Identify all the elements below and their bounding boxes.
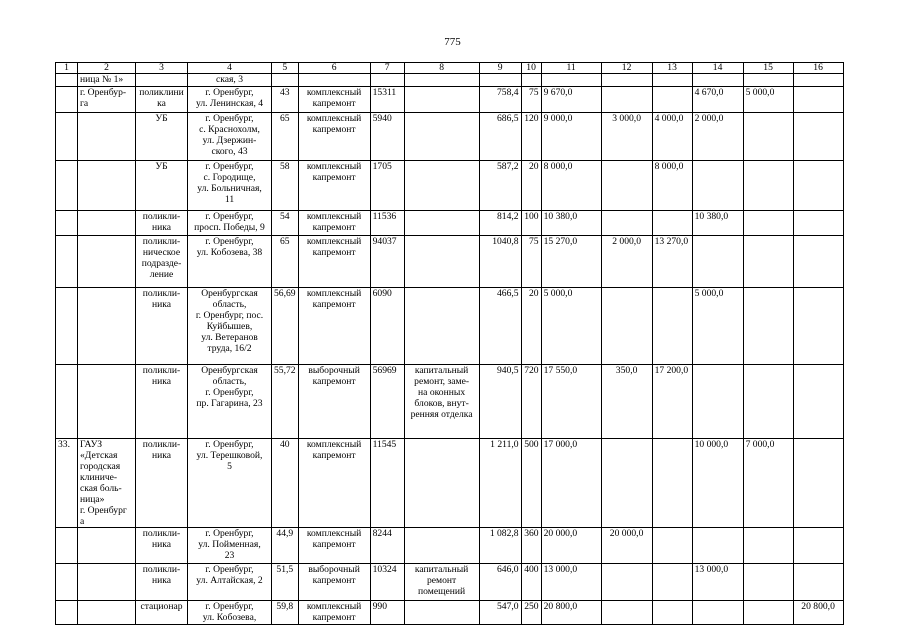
sum-col-9-cell: 1 082,8 [479, 528, 521, 564]
sum-col-9-cell: 466,5 [479, 288, 521, 365]
cost-col-16-cell [793, 236, 843, 288]
facility-type-cell: УБ [136, 113, 188, 161]
cost-col-15-cell: 7 000,0 [743, 439, 793, 528]
cost-col-16-cell: 20 800,0 [793, 601, 843, 625]
row-number-cell [56, 161, 78, 211]
capacity-cell: 400 [521, 564, 541, 601]
area-value-cell: 11545 [370, 439, 404, 528]
table-row [56, 439, 844, 528]
total-cost-cell: 10 380,0 [541, 211, 601, 236]
column-header: 11 [541, 63, 601, 74]
column-header: 16 [793, 63, 843, 74]
address-cell: г. Оренбург, ул. Пойменная, 23 [188, 528, 272, 564]
cost-col-12-cell: 2 000,0 [601, 236, 652, 288]
build-year-cell: 56,69 [272, 288, 299, 365]
cost-col-14-cell [692, 236, 743, 288]
area-value-cell [370, 74, 404, 87]
address-cell: г. Оренбург, с. Городище, ул. Больничная, 11 [188, 161, 272, 211]
repair-type-cell: комплексный капремонт [298, 161, 370, 211]
column-header: 1 [56, 63, 78, 74]
cost-col-16-cell [793, 564, 843, 601]
cost-col-15-cell [743, 161, 793, 211]
cost-col-12-cell: 3 000,0 [601, 113, 652, 161]
cost-col-16-cell [793, 439, 843, 528]
cost-col-14-cell [692, 601, 743, 625]
address-cell: ская, 3 [188, 74, 272, 87]
column-number-row [56, 63, 844, 74]
capacity-cell: 20 [521, 288, 541, 365]
sum-col-9-cell [479, 74, 521, 87]
capacity-cell: 100 [521, 211, 541, 236]
column-header: 13 [652, 63, 692, 74]
cost-col-16-cell [793, 528, 843, 564]
cost-col-12-cell [601, 601, 652, 625]
page-number: 775 [444, 36, 461, 48]
cost-col-13-cell [652, 528, 692, 564]
cost-col-13-cell [652, 87, 692, 113]
cost-col-16-cell [793, 211, 843, 236]
address-cell: г. Оренбург, ул. Терешковой, 5 [188, 439, 272, 528]
works-description-cell: капитальный ремонт, заме- на оконных блоков, внут- ренняя отделка [404, 365, 479, 439]
build-year-cell: 54 [272, 211, 299, 236]
repair-type-cell: комплексный капремонт [298, 236, 370, 288]
cost-col-14-cell: 4 670,0 [692, 87, 743, 113]
facility-type-cell: поликли- ника [136, 439, 188, 528]
column-header: 6 [298, 63, 370, 74]
capacity-cell: 500 [521, 439, 541, 528]
row-number-cell [56, 564, 78, 601]
institution-cell: ница № 1» [78, 74, 136, 87]
capacity-cell: 120 [521, 113, 541, 161]
cost-col-14-cell [692, 528, 743, 564]
total-cost-cell: 15 270,0 [541, 236, 601, 288]
row-number-cell [56, 601, 78, 625]
column-header: 9 [479, 63, 521, 74]
cost-col-16-cell [793, 288, 843, 365]
cost-col-15-cell [743, 564, 793, 601]
cost-col-16-cell [793, 365, 843, 439]
cost-col-12-cell [601, 439, 652, 528]
row-number-cell [56, 365, 78, 439]
total-cost-cell: 9 670,0 [541, 87, 601, 113]
facility-type-cell [136, 74, 188, 87]
sum-col-9-cell: 814,2 [479, 211, 521, 236]
cost-col-15-cell [743, 365, 793, 439]
repair-type-cell: комплексный капремонт [298, 87, 370, 113]
institution-cell [78, 601, 136, 625]
capital-repair-table [55, 62, 844, 625]
cost-col-16-cell [793, 87, 843, 113]
area-value-cell: 10324 [370, 564, 404, 601]
cost-col-15-cell [743, 113, 793, 161]
total-cost-cell: 20 000,0 [541, 528, 601, 564]
sum-col-9-cell: 547,0 [479, 601, 521, 625]
column-header: 5 [272, 63, 299, 74]
table-row [56, 365, 844, 439]
total-cost-cell: 8 000,0 [541, 161, 601, 211]
facility-type-cell: поликли- ника [136, 211, 188, 236]
column-header: 3 [136, 63, 188, 74]
cost-col-15-cell [743, 601, 793, 625]
build-year-cell: 59,8 [272, 601, 299, 625]
works-description-cell [404, 113, 479, 161]
column-header: 8 [404, 63, 479, 74]
cost-col-12-cell: 350,0 [601, 365, 652, 439]
sum-col-9-cell: 758,4 [479, 87, 521, 113]
column-header: 10 [521, 63, 541, 74]
capacity-cell: 250 [521, 601, 541, 625]
table-row [56, 288, 844, 365]
institution-cell: г. Оренбур- га [78, 87, 136, 113]
address-cell: г. Оренбург, ул. Алтайская, 2 [188, 564, 272, 601]
table-row [56, 528, 844, 564]
institution-cell [78, 211, 136, 236]
table-row [56, 161, 844, 211]
institution-cell [78, 564, 136, 601]
address-cell: г. Оренбург, ул. Ленинская, 4 [188, 87, 272, 113]
cost-col-14-cell: 13 000,0 [692, 564, 743, 601]
capacity-cell: 720 [521, 365, 541, 439]
cost-col-13-cell [652, 439, 692, 528]
capacity-cell: 20 [521, 161, 541, 211]
cost-col-15-cell [743, 288, 793, 365]
column-header: 7 [370, 63, 404, 74]
institution-cell: ГАУЗ «Детская городская клиниче- ская боль- ница» г. Оренбург а [78, 439, 136, 528]
row-number-cell [56, 236, 78, 288]
table-row [56, 211, 844, 236]
address-cell: г. Оренбург, ул. Кобозева, 38 [188, 236, 272, 288]
build-year-cell: 51,5 [272, 564, 299, 601]
cost-col-13-cell [652, 74, 692, 87]
capacity-cell [521, 74, 541, 87]
works-description-cell [404, 439, 479, 528]
address-cell: г. Оренбург, с. Краснохолм, ул. Дзержин- ского, 43 [188, 113, 272, 161]
cost-col-15-cell [743, 211, 793, 236]
row-number-cell [56, 211, 78, 236]
cost-col-14-cell: 2 000,0 [692, 113, 743, 161]
row-number-cell [56, 74, 78, 87]
sum-col-9-cell: 940,5 [479, 365, 521, 439]
repair-type-cell: комплексный капремонт [298, 113, 370, 161]
facility-type-cell: поликли- ника [136, 365, 188, 439]
total-cost-cell: 17 550,0 [541, 365, 601, 439]
facility-type-cell: поликли- ника [136, 288, 188, 365]
cost-col-12-cell [601, 74, 652, 87]
sum-col-9-cell: 646,0 [479, 564, 521, 601]
cost-col-12-cell [601, 564, 652, 601]
capacity-cell: 75 [521, 87, 541, 113]
area-value-cell: 1705 [370, 161, 404, 211]
cost-col-15-cell [743, 528, 793, 564]
address-cell: Оренбургская область, г. Оренбург, пр. Гагарина, 23 [188, 365, 272, 439]
cost-col-16-cell [793, 74, 843, 87]
institution-cell [78, 161, 136, 211]
cost-col-13-cell [652, 601, 692, 625]
cost-col-15-cell [743, 74, 793, 87]
build-year-cell: 58 [272, 161, 299, 211]
works-description-cell [404, 211, 479, 236]
sum-col-9-cell: 587,2 [479, 161, 521, 211]
cost-col-13-cell: 17 200,0 [652, 365, 692, 439]
works-description-cell [404, 87, 479, 113]
area-value-cell: 6090 [370, 288, 404, 365]
cost-col-12-cell [601, 211, 652, 236]
works-description-cell [404, 528, 479, 564]
cost-col-13-cell: 4 000,0 [652, 113, 692, 161]
area-value-cell: 56969 [370, 365, 404, 439]
area-value-cell: 990 [370, 601, 404, 625]
build-year-cell: 44,9 [272, 528, 299, 564]
table-row [56, 236, 844, 288]
table-row [56, 74, 844, 87]
address-cell: г. Оренбург, просп. Победы, 9 [188, 211, 272, 236]
address-cell: г. Оренбург, ул. Кобозева, [188, 601, 272, 625]
total-cost-cell: 5 000,0 [541, 288, 601, 365]
facility-type-cell: стационар [136, 601, 188, 625]
table-row [56, 113, 844, 161]
facility-type-cell: УБ [136, 161, 188, 211]
cost-col-16-cell [793, 113, 843, 161]
cost-col-13-cell [652, 211, 692, 236]
build-year-cell: 43 [272, 87, 299, 113]
row-number-cell [56, 528, 78, 564]
institution-cell [78, 365, 136, 439]
works-description-cell [404, 601, 479, 625]
institution-cell [78, 236, 136, 288]
sum-col-9-cell: 686,5 [479, 113, 521, 161]
sum-col-9-cell: 1040,8 [479, 236, 521, 288]
area-value-cell: 8244 [370, 528, 404, 564]
row-number-cell [56, 87, 78, 113]
cost-col-12-cell: 20 000,0 [601, 528, 652, 564]
build-year-cell: 65 [272, 236, 299, 288]
cost-col-16-cell [793, 161, 843, 211]
works-description-cell [404, 161, 479, 211]
column-header: 4 [188, 63, 272, 74]
repair-type-cell: комплексный капремонт [298, 439, 370, 528]
cost-col-13-cell [652, 288, 692, 365]
institution-cell [78, 288, 136, 365]
address-cell: Оренбургская область, г. Оренбург, пос. Куйбышев, ул. Ветеранов труда, 16/2 [188, 288, 272, 365]
cost-col-12-cell [601, 288, 652, 365]
column-header: 12 [601, 63, 652, 74]
build-year-cell: 40 [272, 439, 299, 528]
cost-col-14-cell [692, 365, 743, 439]
repair-type-cell: комплексный капремонт [298, 288, 370, 365]
table-row [56, 564, 844, 601]
area-value-cell: 94037 [370, 236, 404, 288]
cost-col-14-cell: 10 000,0 [692, 439, 743, 528]
repair-type-cell [298, 74, 370, 87]
total-cost-cell: 17 000,0 [541, 439, 601, 528]
works-description-cell: капитальный ремонт помещений [404, 564, 479, 601]
facility-type-cell: поликли- ническое подразде- ление [136, 236, 188, 288]
works-description-cell [404, 236, 479, 288]
facility-type-cell: поликли- ника [136, 528, 188, 564]
capacity-cell: 75 [521, 236, 541, 288]
repair-type-cell: выборочный капремонт [298, 365, 370, 439]
works-description-cell [404, 288, 479, 365]
repair-type-cell: комплексный капремонт [298, 211, 370, 236]
row-number-cell: 33. [56, 439, 78, 528]
works-description-cell [404, 74, 479, 87]
cost-col-15-cell: 5 000,0 [743, 87, 793, 113]
total-cost-cell: 13 000,0 [541, 564, 601, 601]
facility-type-cell: поликли- ника [136, 564, 188, 601]
cost-col-13-cell: 8 000,0 [652, 161, 692, 211]
repair-type-cell: комплексный капремонт [298, 601, 370, 625]
column-header: 2 [78, 63, 136, 74]
cost-col-14-cell: 5 000,0 [692, 288, 743, 365]
column-header: 15 [743, 63, 793, 74]
repair-type-cell: выборочный капремонт [298, 564, 370, 601]
cost-col-13-cell: 13 270,0 [652, 236, 692, 288]
cost-col-14-cell: 10 380,0 [692, 211, 743, 236]
table-row [56, 87, 844, 113]
row-number-cell [56, 113, 78, 161]
build-year-cell: 55,72 [272, 365, 299, 439]
area-value-cell: 11536 [370, 211, 404, 236]
repair-type-cell: комплексный капремонт [298, 528, 370, 564]
sum-col-9-cell: 1 211,0 [479, 439, 521, 528]
cost-col-12-cell [601, 161, 652, 211]
table-row [56, 601, 844, 625]
build-year-cell: 65 [272, 113, 299, 161]
institution-cell [78, 528, 136, 564]
build-year-cell [272, 74, 299, 87]
cost-col-14-cell [692, 161, 743, 211]
row-number-cell [56, 288, 78, 365]
cost-col-12-cell [601, 87, 652, 113]
total-cost-cell: 9 000,0 [541, 113, 601, 161]
facility-type-cell: поликлини ка [136, 87, 188, 113]
area-value-cell: 15311 [370, 87, 404, 113]
cost-col-13-cell [652, 564, 692, 601]
capacity-cell: 360 [521, 528, 541, 564]
institution-cell [78, 113, 136, 161]
cost-col-14-cell [692, 74, 743, 87]
cost-col-15-cell [743, 236, 793, 288]
total-cost-cell: 20 800,0 [541, 601, 601, 625]
column-header: 14 [692, 63, 743, 74]
area-value-cell: 5940 [370, 113, 404, 161]
total-cost-cell [541, 74, 601, 87]
